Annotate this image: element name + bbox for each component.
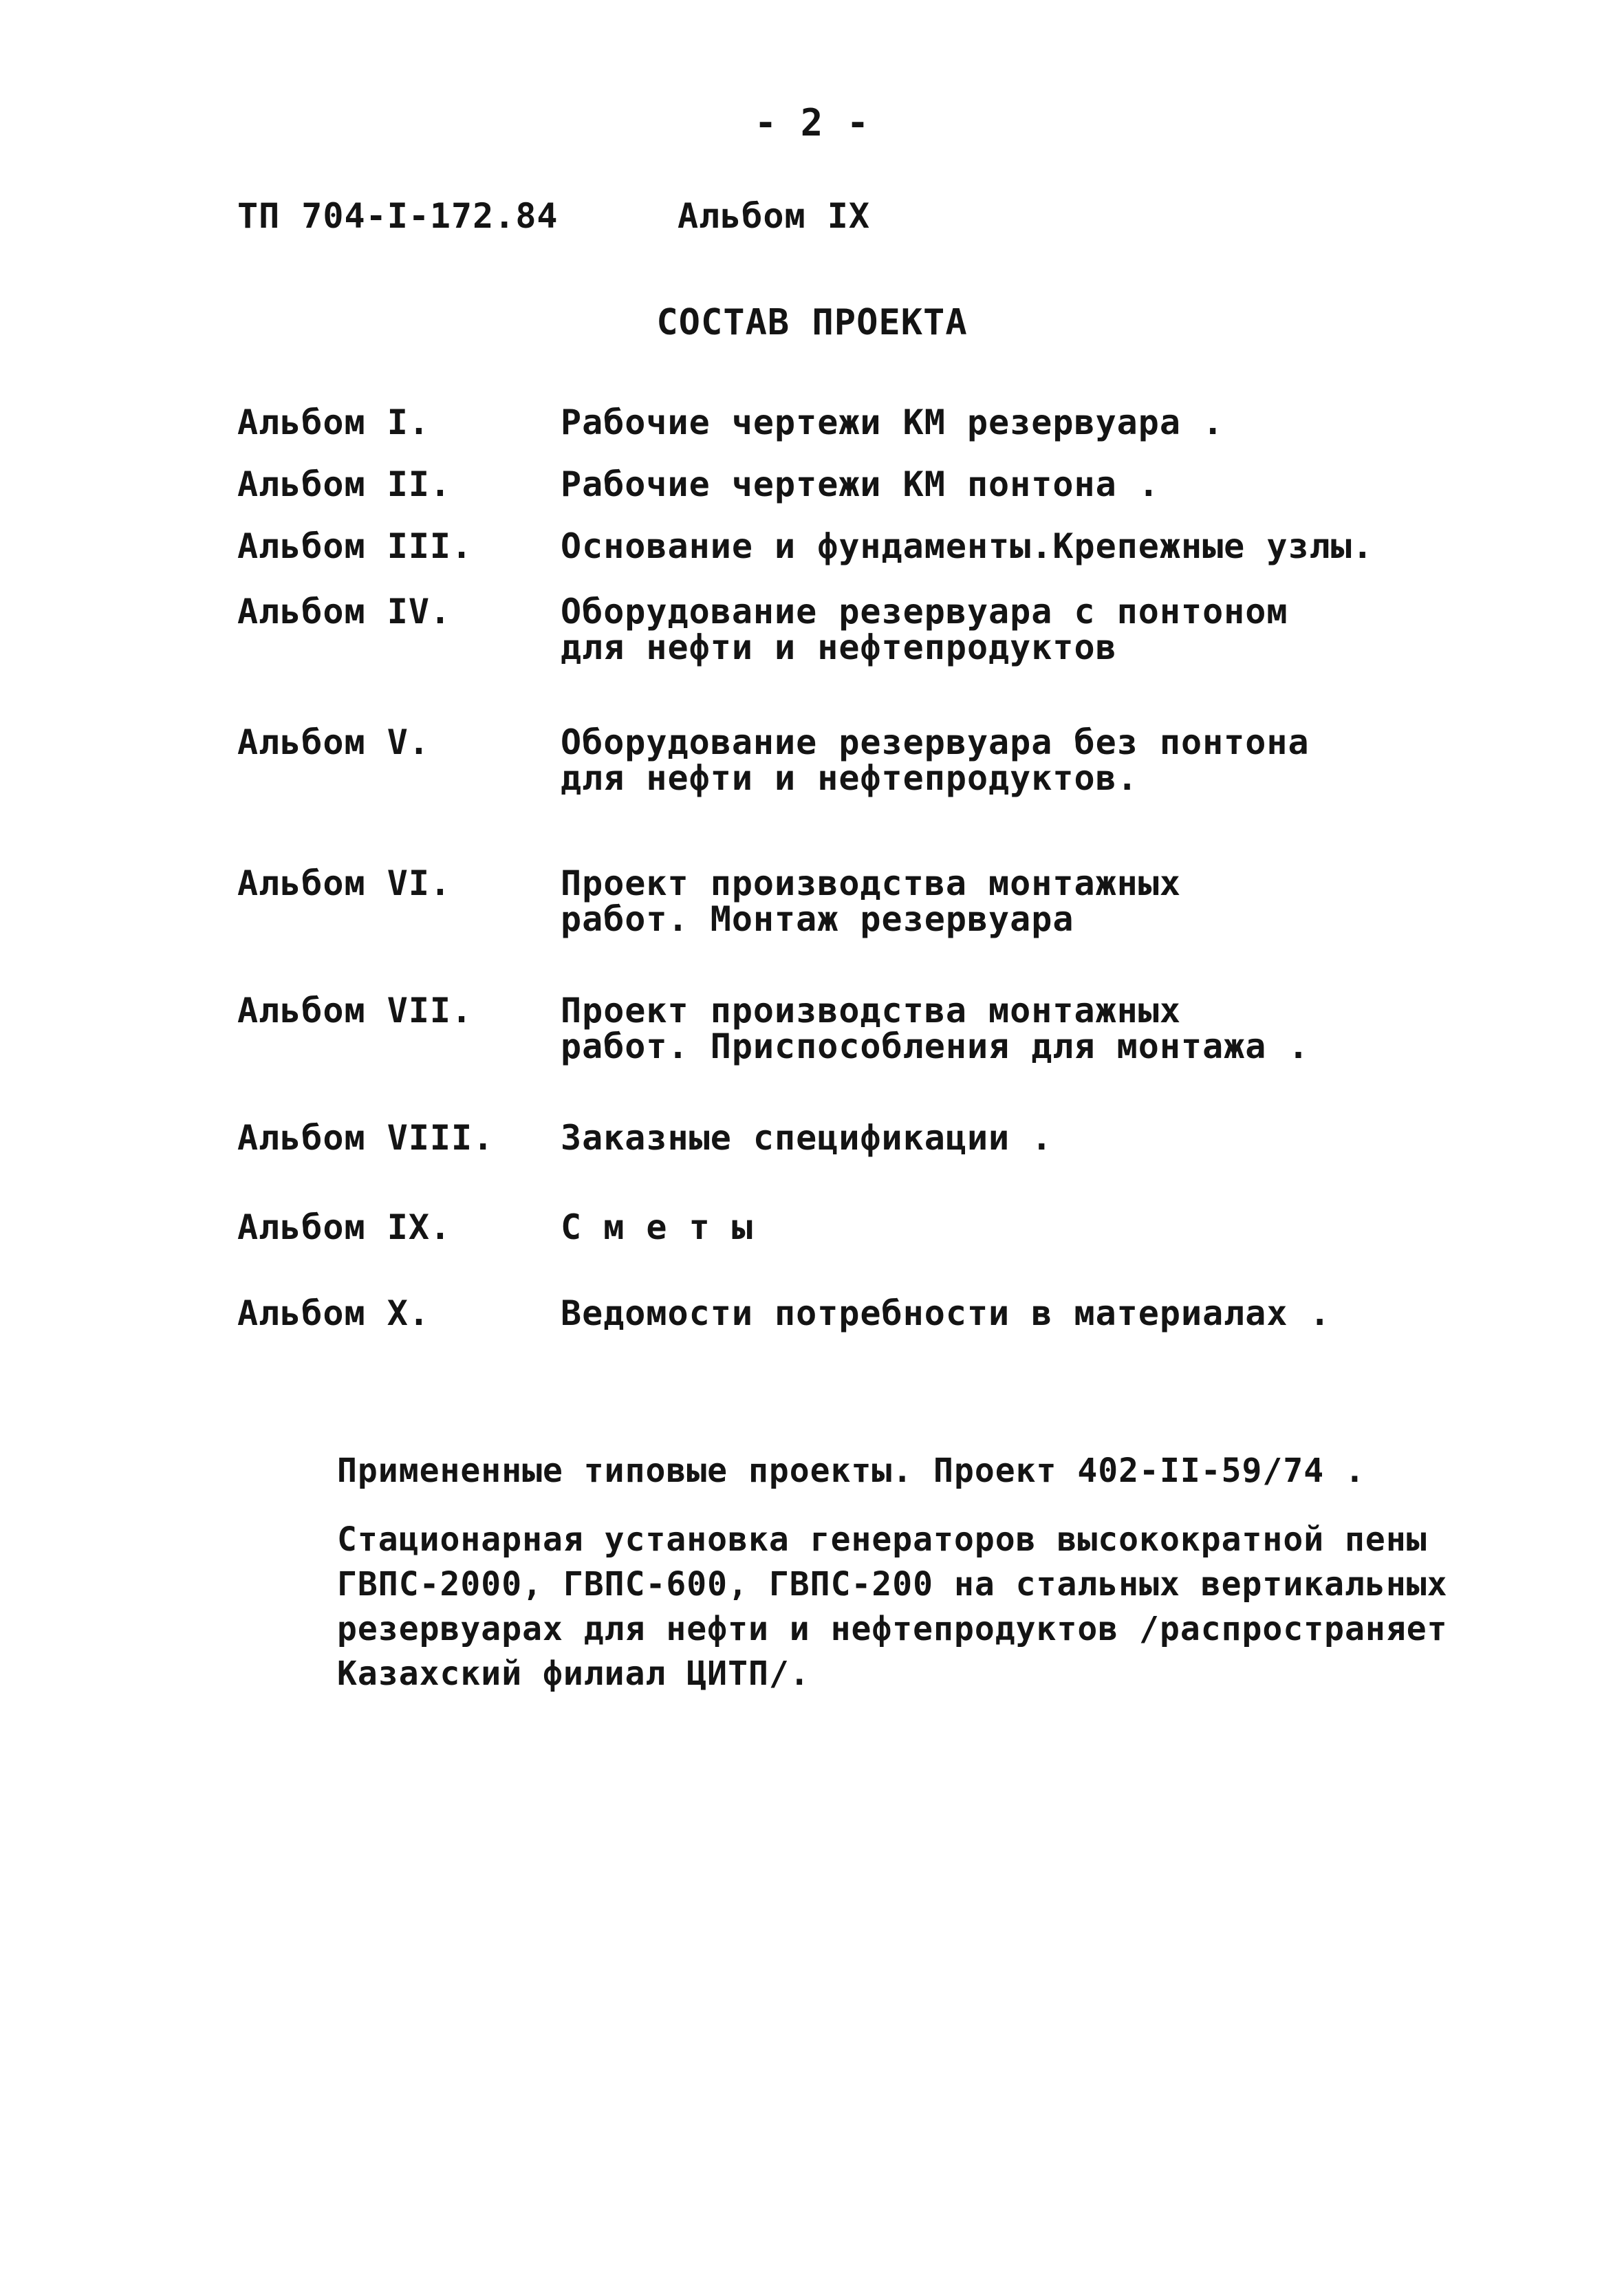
album-desc-1-line1: Рабочие чертежи КМ резервуара .: [561, 402, 1224, 442]
album-desc-5: [561, 722, 1310, 798]
album-desc-10-line1: Ведомости потребности в материалах .: [561, 1293, 1331, 1333]
album-label-10: Альбом X.: [237, 1293, 430, 1333]
album-label-9: Альбом IX.: [237, 1207, 452, 1247]
applied-projects-line3: ГВПС-2000, ГВПС-600, ГВПС-200 на стальных вертикальных: [337, 1565, 1448, 1604]
album-desc-6-line2: работ. Монтаж резервуара: [561, 899, 1074, 939]
album-label-4: Альбом IV.: [237, 592, 452, 632]
album-label-6: Альбом VI.: [237, 863, 452, 903]
album-desc-8-line1: Заказные спецификации .: [561, 1118, 1053, 1158]
album-desc-7-line2: работ. Приспособления для монтажа .: [561, 1026, 1310, 1066]
album-desc-2: [561, 464, 1160, 504]
album-label-3: Альбом III.: [237, 526, 473, 566]
applied-projects-line4: резервуарах для нефти и нефтепродуктов /распространяет: [337, 1610, 1448, 1648]
album-desc-9-line1: С м е т ы: [561, 1207, 753, 1247]
applied-projects-line1: Примененные типовые проекты. Проект 402-II-59/74 .: [337, 1452, 1365, 1490]
album-desc-3-line1: Основание и фундаменты.Крепежные узлы.: [561, 526, 1374, 566]
album-desc-4: [561, 592, 1288, 667]
album-desc-5-line2: для нефти и нефтепродуктов.: [561, 758, 1138, 798]
applied-projects-line2: Стационарная установка генераторов высокократной пены: [337, 1520, 1427, 1559]
album-label-8: Альбом VIII.: [237, 1118, 495, 1158]
page-number: - 2 -: [754, 101, 870, 144]
album-desc-1: [561, 402, 1224, 442]
album-label-5: Альбом V.: [237, 722, 430, 762]
album-desc-3: [561, 526, 1374, 566]
album-reference: Альбом IX: [678, 196, 870, 236]
album-label-7: Альбом VII.: [237, 991, 473, 1031]
section-title: СОСТАВ ПРОЕКТА: [656, 302, 968, 343]
album-desc-9: [561, 1207, 753, 1247]
album-desc-4-line2: для нефти и нефтепродуктов: [561, 627, 1117, 667]
album-desc-8: [561, 1118, 1052, 1158]
album-desc-6: [561, 863, 1181, 939]
album-desc-10: [561, 1293, 1331, 1333]
album-desc-7: [561, 991, 1310, 1066]
album-desc-6-line1: Проект производства монтажных: [561, 863, 1181, 903]
album-label-1: Альбом I.: [237, 402, 430, 442]
album-desc-2-line1: Рабочие чертежи КМ понтона .: [561, 464, 1160, 504]
document-code: ТП 704-I-172.84: [237, 196, 559, 236]
album-desc-5-line1: Оборудование резервуара без понтона: [561, 722, 1310, 762]
album-desc-7-line1: Проект производства монтажных: [561, 991, 1181, 1031]
applied-projects-line5: Казахский филиал ЦИТП/.: [337, 1654, 810, 1693]
album-desc-4-line1: Оборудование резервуара с понтоном: [561, 592, 1288, 632]
album-label-2: Альбом II.: [237, 464, 452, 504]
